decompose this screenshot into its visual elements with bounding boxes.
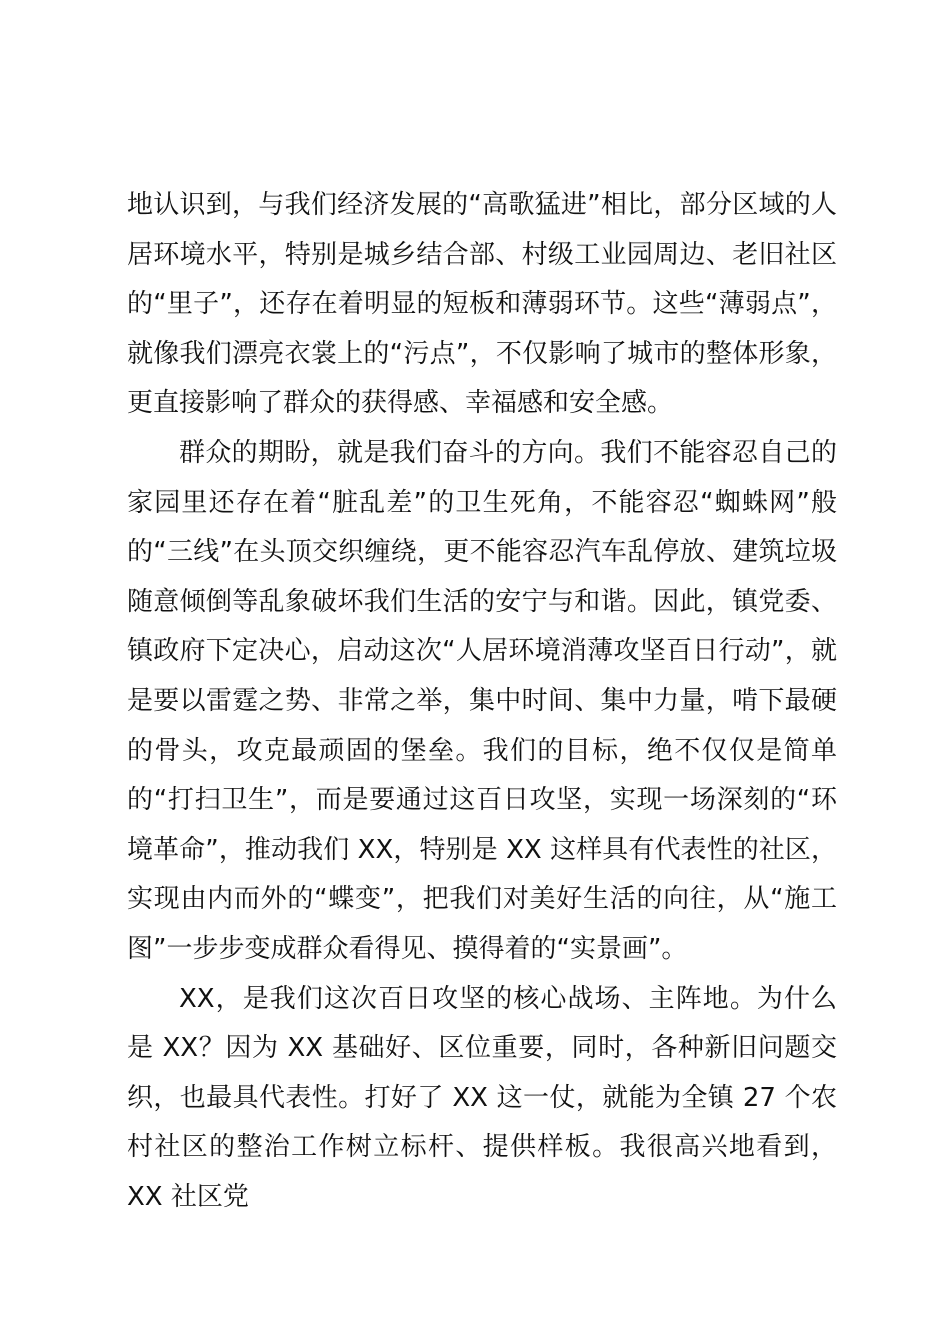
paragraph-expectations: 群众的期盼，就是我们奋斗的方向。我们不能容忍自己的家园里还存在着“脏乱差”的卫生死角，不能容忍“蜘蛛网”般的“三线”在头顶交织缠绕，更不能容忍汽车乱停放、建筑垃圾随意倾倒等乱象破坏我们生活的安宁与和谐。因此，镇党委、镇政府下定决心，启动这次“人居环境消薄攻坚百日行动”，就是要以雷霆之势、非常之举，集中时间、集中力量，啃下最硬的骨头，攻克最顽固的堡垒。我们的目标，绝不仅仅是简单的“打扫卫生”，而是要通过这百日攻坚，实现一场深刻的“环境革命”，推动我们 XX，特别是 XX 这样具有代表性的社区，实现由内而外的“蝶变”，把我们对美好生活的向往，从“施工图”一步步变成群众看得见、摸得着的“实景画”。: [127, 437, 837, 964]
paragraph-continuation: 地认识到，与我们经济发展的“高歌猛进”相比，部分区域的人居环境水平，特别是城乡结合部、村级工业园周边、老旧社区的“里子”，还存在着明显的短板和薄弱环节。这些“薄弱点”，就像我们漂亮衣裳上的“污点”，不仅影响了城市的整体形象，更直接影响了群众的获得感、幸福感和安全感。: [127, 190, 837, 419]
document-body: [127, 181, 837, 1222]
paragraph-main-battlefield: XX，是我们这次百日攻坚的核心战场、主阵地。为什么是 XX？因为 XX 基础好、区位重要，同时，各种新旧问题交织，也最具代表性。打好了 XX 这一仗，就能为全镇 27 个农村社区的整治工作树立标杆、提供样板。我很高兴地看到，XX 社区党: [127, 983, 837, 1212]
